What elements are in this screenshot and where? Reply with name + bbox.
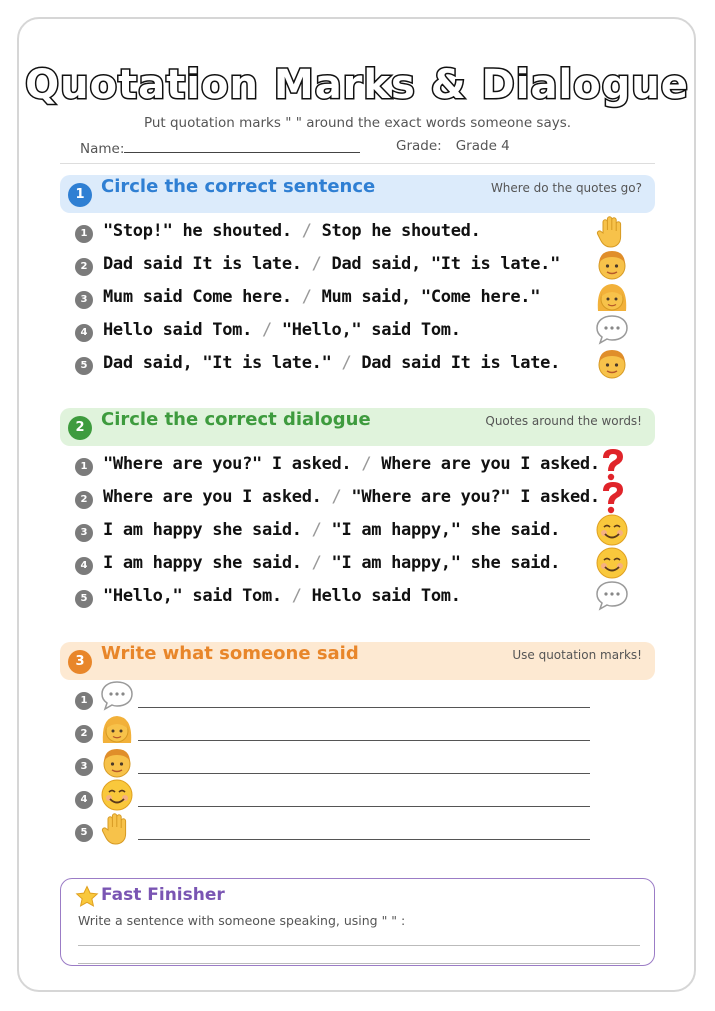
man-face-icon (99, 744, 135, 780)
separator: / (291, 586, 302, 606)
separator: / (361, 454, 372, 474)
option-a[interactable]: Mum said Come here. (103, 287, 292, 307)
option-a[interactable]: I am happy she said. (103, 520, 302, 540)
option-b[interactable]: Dad said, "It is late." (331, 254, 561, 274)
option-b[interactable]: Hello said Tom. (311, 586, 461, 606)
option-a[interactable]: Where are you I asked. (103, 487, 322, 507)
option-b[interactable]: Where are you I asked. (381, 454, 600, 474)
speech-bubble-icon (594, 578, 630, 614)
item-number: 4 (75, 324, 93, 342)
option-a[interactable]: "Hello," said Tom. (103, 586, 282, 606)
fast-finisher-prompt: Write a sentence with someone speaking, using " " : (78, 913, 406, 928)
option-a[interactable]: Dad said It is late. (103, 254, 302, 274)
option-b[interactable]: "Hello," said Tom. (281, 320, 461, 340)
section-title: Circle the correct dialogue (101, 409, 371, 430)
separator: / (311, 254, 322, 274)
option-a[interactable]: I am happy she said. (103, 553, 302, 573)
header-divider (60, 163, 655, 164)
section-3-banner (60, 642, 655, 680)
instructions: Put quotation marks " " around the exact words someone says. (143, 115, 572, 131)
separator: / (311, 553, 322, 573)
item-number: 2 (75, 258, 93, 276)
section-number: 3 (68, 650, 92, 674)
option-b[interactable]: Stop he shouted. (321, 221, 481, 241)
speech-bubble-icon (594, 312, 630, 348)
section-1-banner (60, 175, 655, 213)
section-hint: Use quotation marks! (512, 648, 642, 662)
separator: / (301, 287, 312, 307)
grade-value: Grade 4 (455, 138, 510, 154)
man-face-icon (594, 246, 630, 282)
section-number: 2 (68, 416, 92, 440)
section-number: 1 (68, 183, 92, 207)
item-number: 5 (75, 357, 93, 375)
option-b[interactable]: "I am happy," she said. (331, 520, 561, 540)
name-label: Name: (80, 141, 125, 157)
man-face-icon (594, 345, 630, 381)
item-number: 4 (75, 557, 93, 575)
page-title (0, 50, 715, 114)
fast-finisher-box (60, 878, 655, 966)
separator: / (261, 320, 272, 340)
answer-line[interactable] (138, 740, 590, 741)
item-number: 1 (75, 225, 93, 243)
separator: / (331, 487, 342, 507)
star-icon (75, 885, 99, 909)
name-row (80, 138, 360, 157)
option-a[interactable]: "Where are you?" I asked. (103, 454, 352, 474)
grade-label: Grade: (396, 138, 442, 154)
smiley-face-icon (99, 777, 135, 813)
item-number: 2 (75, 725, 93, 743)
separator: / (341, 353, 352, 373)
item-number: 3 (75, 758, 93, 776)
answer-line[interactable] (138, 707, 590, 708)
item-number: 3 (75, 524, 93, 542)
section-title: Circle the correct sentence (101, 176, 376, 197)
answer-line[interactable] (78, 963, 640, 964)
fast-finisher-title: Fast Finisher (101, 885, 225, 905)
section-hint: Where do the quotes go? (490, 181, 642, 195)
grade-row (396, 138, 510, 154)
option-a[interactable]: "Stop!" he shouted. (103, 221, 292, 241)
separator: / (311, 520, 322, 540)
option-a[interactable]: Hello said Tom. (103, 320, 253, 340)
item-number: 5 (75, 590, 93, 608)
answer-line[interactable] (78, 945, 640, 946)
answer-line[interactable] (138, 773, 590, 774)
section-2-banner (60, 408, 655, 446)
option-b[interactable]: "Where are you?" I asked. (351, 487, 600, 507)
smiley-face-icon (594, 545, 630, 581)
answer-line[interactable] (138, 839, 590, 840)
question-mark-icon (594, 479, 630, 515)
item-number: 5 (75, 824, 93, 842)
item-number: 3 (75, 291, 93, 309)
woman-face-icon (594, 279, 630, 315)
answer-line[interactable] (138, 806, 590, 807)
woman-face-icon (99, 711, 135, 747)
separator: / (301, 221, 312, 241)
item-number: 4 (75, 791, 93, 809)
item-number: 2 (75, 491, 93, 509)
smiley-face-icon (594, 512, 630, 548)
item-number: 1 (75, 692, 93, 710)
option-b[interactable]: Dad said It is late. (361, 353, 561, 373)
option-a[interactable]: Dad said, "It is late." (103, 353, 332, 373)
question-mark-icon (594, 446, 630, 482)
page-title-text: Quotation Marks & Dialogue (25, 62, 689, 108)
option-b[interactable]: "I am happy," she said. (331, 553, 561, 573)
item-number: 1 (75, 458, 93, 476)
speech-bubble-icon (99, 678, 135, 714)
section-hint: Quotes around the words! (485, 414, 642, 428)
section-title: Write what someone said (101, 643, 359, 664)
name-field[interactable] (124, 138, 360, 153)
option-b[interactable]: Mum said, "Come here." (321, 287, 541, 307)
raised-hand-icon (594, 213, 630, 249)
raised-hand-icon (99, 810, 135, 846)
